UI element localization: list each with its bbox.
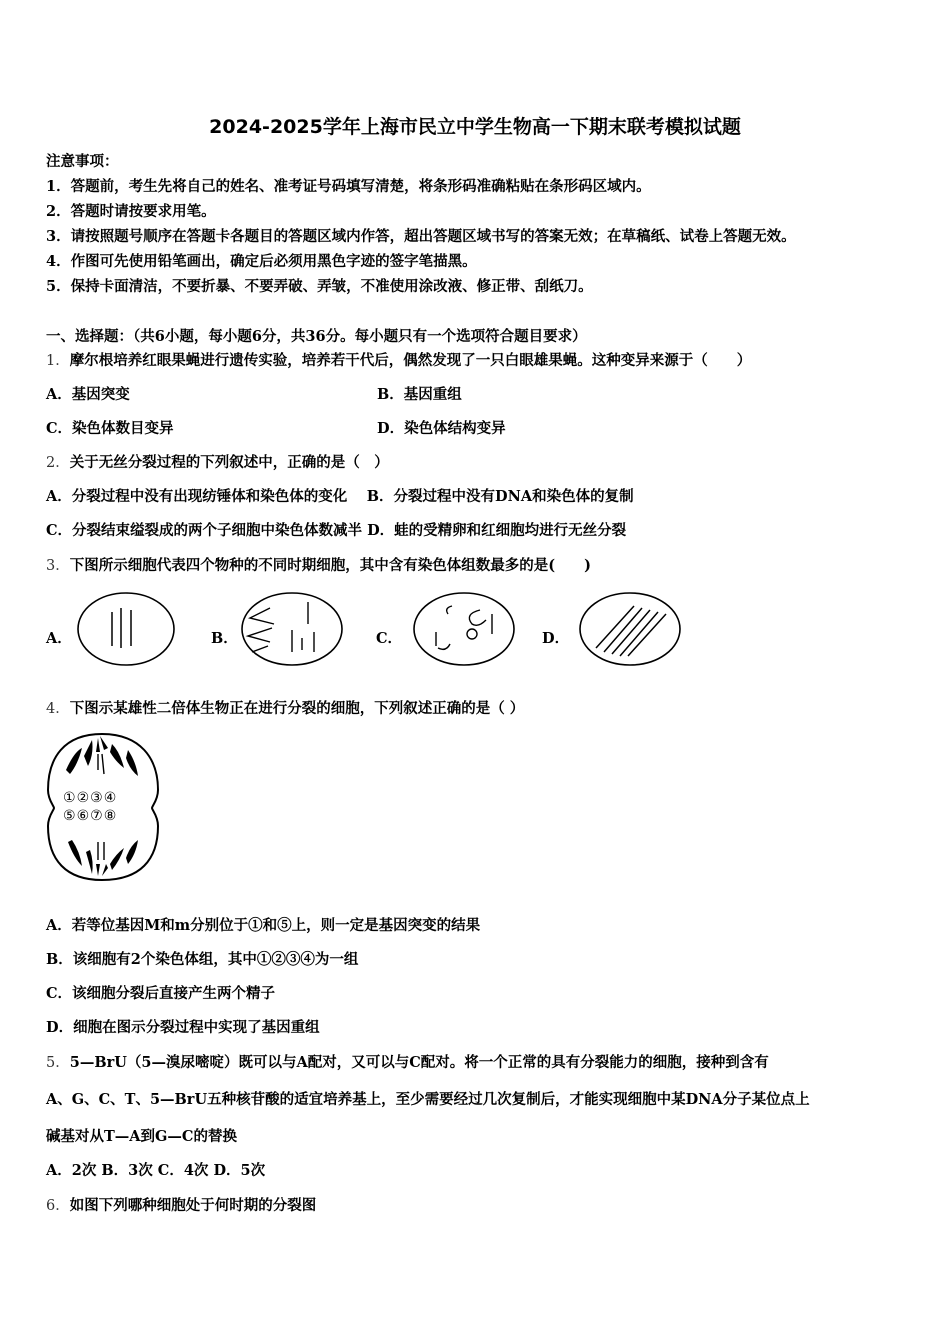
chromosome-label: ⑥	[76, 808, 91, 824]
question-3-stem: 3．下图所示细胞代表四个物种的不同时期细胞，其中含有染色体组数最多的是( )	[46, 557, 591, 574]
question-2-stem: 2．关于无丝分裂过程的下列叙述中，正确的是（ ）	[46, 454, 389, 471]
question-number: 4．	[46, 701, 70, 717]
question-1-stem: 1．摩尔根培养红眼果蝇进行遗传实验，培养若干代后，偶然发现了一只白眼雄果蝇。这种变异来源于（ ）	[46, 352, 752, 369]
question-number: 5．	[46, 1055, 70, 1071]
cell-figure-b	[240, 590, 344, 668]
q2-options-ab[interactable]: A．分裂过程中没有出现纺锤体和染色体的变化 B．分裂过程中没有DNA和染色体的复制	[46, 488, 634, 505]
chromosome-label: ⑤	[63, 808, 77, 824]
q2-options-cd[interactable]: C．分裂结束缢裂成的两个子细胞中染色体数减半 D．蛙的受精卵和红细胞均进行无丝分裂	[46, 522, 627, 539]
q1-option-d[interactable]: D．染色体结构变异	[377, 420, 506, 437]
notice-heading: 注意事项：	[46, 153, 119, 170]
question-5-stem-line2: A、G、C、T、5—BrU五种核苷酸的适宜培养基上，至少需要经过几次复制后，才能实现细胞中某DNA分子某位点上	[46, 1091, 810, 1108]
question-number: 2．	[46, 455, 70, 471]
q5-options[interactable]: A．2次 B．3次 C．4次 D．5次	[46, 1162, 266, 1179]
question-number: 3．	[46, 558, 70, 574]
notice-item: 3．请按照题号顺序在答题卡各题目的答题区域内作答，超出答题区域书写的答案无效；在草稿纸、试卷上答题无效。	[46, 228, 796, 245]
q3-option-a-label[interactable]: A．	[46, 630, 72, 647]
q1-option-c[interactable]: C．染色体数目变异	[46, 420, 174, 437]
q3-option-c-label[interactable]: C．	[376, 630, 403, 647]
dividing-cell-figure	[44, 730, 166, 885]
q1-option-b[interactable]: B．基因重组	[377, 386, 462, 403]
chromosome-label: ⑧	[103, 808, 118, 824]
section-heading: 一、选择题：（共6小题，每小题6分，共36分。每小题只有一个选项符合题目要求）	[46, 328, 587, 345]
question-4-stem: 4．下图示某雄性二倍体生物正在进行分裂的细胞，下列叙述正确的是（ ）	[46, 700, 525, 717]
cell-figure-d	[578, 590, 682, 668]
chromosome-label: ②	[76, 790, 91, 806]
question-5-stem-line1: 5．5—BrU（5—溴尿嘧啶）既可以与A配对，又可以与C配对。将一个正常的具有分裂能力的细胞，接种到含有	[46, 1054, 769, 1071]
chromosome-label: ③	[90, 790, 104, 806]
page-title: 2024-2025学年上海市民立中学生物高一下期末联考模拟试题	[209, 116, 741, 138]
q3-option-d-label[interactable]: D．	[542, 630, 570, 647]
notice-item: 4．作图可先使用铅笔画出，确定后必须用黑色字迹的签字笔描黑。	[46, 253, 477, 270]
q3-option-b-label[interactable]: B．	[211, 630, 238, 647]
q1-option-a[interactable]: A．基因突变	[46, 386, 130, 403]
cell-figure-c	[412, 590, 516, 668]
chromosome-label: ①	[63, 790, 77, 806]
question-6-stem: 6．如图下列哪种细胞处于何时期的分裂图	[46, 1197, 317, 1214]
q4-option-d[interactable]: D．细胞在图示分裂过程中实现了基因重组	[46, 1019, 320, 1036]
notice-item: 2．答题时请按要求用笔。	[46, 203, 216, 220]
question-5-stem-line3: 碱基对从T—A到G—C的替换	[46, 1128, 237, 1145]
cell-figure-a	[76, 590, 176, 668]
q4-option-a[interactable]: A．若等位基因M和m分别位于①和⑤上，则一定是基因突变的结果	[46, 917, 481, 934]
chromosome-label: ⑦	[90, 808, 104, 824]
q4-option-b[interactable]: B．该细胞有2个染色体组，其中①②③④为一组	[46, 951, 359, 968]
q4-option-c[interactable]: C．该细胞分裂后直接产生两个精子	[46, 985, 276, 1002]
question-number: 6．	[46, 1198, 70, 1214]
notice-item: 1．答题前，考生先将自己的姓名、准考证号码填写清楚，将条形码准确粘贴在条形码区域内。	[46, 178, 651, 195]
chromosome-label: ④	[103, 790, 118, 806]
question-number: 1．	[46, 353, 70, 369]
notice-item: 5．保持卡面清洁，不要折暴、不要弄破、弄皱，不准使用涂改液、修正带、刮纸刀。	[46, 278, 593, 295]
